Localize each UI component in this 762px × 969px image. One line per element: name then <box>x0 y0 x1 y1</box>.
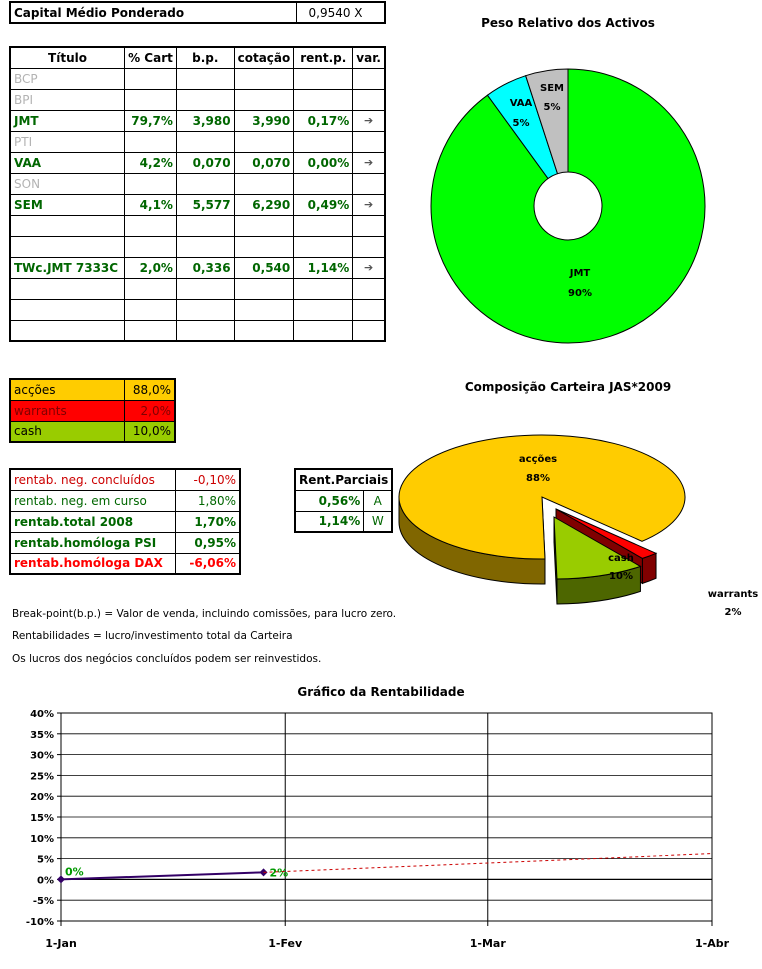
partial-value: 0,56% <box>295 490 364 511</box>
cell-bp <box>176 173 234 194</box>
cell-rent <box>294 215 353 236</box>
cell-quote: 0,070 <box>234 152 294 173</box>
cell-var-arrow <box>353 278 385 299</box>
composition-value: 88,0% <box>124 379 175 400</box>
composition-row <box>10 421 175 442</box>
portfolio-table <box>9 46 386 342</box>
cell-var-arrow <box>353 68 385 89</box>
pie2-label-cat: cash <box>608 553 634 564</box>
composition-value: 10,0% <box>124 421 175 442</box>
composition-row <box>10 379 175 400</box>
cell-rent <box>294 236 353 257</box>
table-row <box>10 152 385 173</box>
column-header: var. <box>353 47 385 68</box>
cell-quote: 0,540 <box>234 257 294 278</box>
cell-title: PTI <box>10 131 125 152</box>
pie2-label-pct: 88% <box>526 473 550 484</box>
cell-title: VAA <box>10 152 125 173</box>
cell-bp <box>176 299 234 320</box>
cell-var-arrow <box>353 131 385 152</box>
table-row <box>10 215 385 236</box>
table-row <box>10 173 385 194</box>
y-tick-label: 35% <box>30 729 54 741</box>
rentab-value: -6,06% <box>175 553 240 574</box>
cell-quote <box>234 215 294 236</box>
table-row <box>10 131 385 152</box>
composition-row <box>10 400 175 421</box>
rentab-row <box>10 511 240 532</box>
cell-var-arrow: ➔ <box>353 194 385 215</box>
cell-var-arrow <box>353 299 385 320</box>
note-breakpoint: Break-point(b.p.) = Valor de venda, incluindo comissões, para lucro zero. <box>12 608 397 620</box>
pie1-label-pct: 90% <box>568 288 592 299</box>
composition-label: acções <box>10 379 124 400</box>
partials-table <box>294 468 393 533</box>
cell-pct <box>125 131 177 152</box>
rentab-label: rentab.homóloga PSI <box>10 532 175 553</box>
pie1-label-cat: SEM <box>540 83 564 94</box>
cell-title <box>10 215 125 236</box>
cell-title <box>10 278 125 299</box>
y-tick-label: 40% <box>30 709 54 720</box>
pie1-label-pct: 5% <box>512 118 530 129</box>
cell-rent <box>294 89 353 110</box>
cell-quote: 6,290 <box>234 194 294 215</box>
cell-rent <box>294 320 353 341</box>
cell-title <box>10 299 125 320</box>
y-tick-label: -5% <box>32 896 54 908</box>
partial-code: W <box>364 511 393 532</box>
pie1-label-cat: VAA <box>509 98 533 109</box>
cell-title: BCP <box>10 68 125 89</box>
partials-title: Rent.Parciais <box>295 469 392 490</box>
cell-pct <box>125 236 177 257</box>
table-row <box>10 194 385 215</box>
pie1-title: Peso Relativo dos Activos <box>481 16 655 30</box>
table-row <box>10 278 385 299</box>
x-tick-label: 1-Abr <box>694 937 730 950</box>
cell-pct <box>125 320 177 341</box>
cell-var-arrow <box>353 236 385 257</box>
table-row <box>10 320 385 341</box>
cell-bp <box>176 215 234 236</box>
rentab-value: -0,10% <box>175 469 240 490</box>
rentab-label: rentab. neg. em curso <box>10 490 175 511</box>
cell-quote <box>234 236 294 257</box>
cell-bp <box>176 320 234 341</box>
pie2-label-pct: 10% <box>609 571 633 582</box>
y-tick-label: 15% <box>30 813 54 824</box>
cell-bp <box>176 131 234 152</box>
table-row <box>10 299 385 320</box>
pie2-label-cat: warrants <box>707 589 759 600</box>
column-header: b.p. <box>176 47 234 68</box>
cell-quote: 3,990 <box>234 110 294 131</box>
cell-var-arrow: ➔ <box>353 257 385 278</box>
composition-label: cash <box>10 421 124 442</box>
pie2-label-pct: 2% <box>724 607 742 618</box>
cell-quote <box>234 173 294 194</box>
cell-quote <box>234 320 294 341</box>
cell-title <box>10 236 125 257</box>
rentab-label: rentab.homóloga DAX <box>10 553 175 574</box>
table-row <box>10 89 385 110</box>
cell-var-arrow <box>353 320 385 341</box>
cell-rent <box>294 68 353 89</box>
column-header: % Cart <box>125 47 177 68</box>
table-row <box>10 257 385 278</box>
cell-pct: 4,1% <box>125 194 177 215</box>
rentab-row <box>10 490 240 511</box>
cell-title: SEM <box>10 194 125 215</box>
x-tick-label: 1-Jan <box>45 937 77 950</box>
cell-bp <box>176 89 234 110</box>
note-rentabilidades: Rentabilidades = lucro/investimento total da Carteira <box>12 630 293 642</box>
cell-title: JMT <box>10 110 125 131</box>
capital-label: Capital Médio Ponderado <box>10 2 296 23</box>
rentab-row <box>10 553 240 574</box>
cell-pct: 2,0% <box>125 257 177 278</box>
cell-rent: 0,17% <box>294 110 353 131</box>
table-header-row <box>10 47 385 68</box>
cell-title: TWc.JMT 7333C <box>10 257 125 278</box>
data-label: 0% <box>65 865 84 879</box>
cell-bp <box>176 236 234 257</box>
column-header: Título <box>10 47 125 68</box>
cell-quote <box>234 278 294 299</box>
data-label: 2% <box>269 866 289 880</box>
composition-table <box>9 378 176 443</box>
cell-pct <box>125 299 177 320</box>
cell-var-arrow: ➔ <box>353 152 385 173</box>
rentab-value: 1,70% <box>175 511 240 532</box>
capital-value: 0,9540 X <box>296 2 385 23</box>
cell-var-arrow <box>353 215 385 236</box>
cell-rent: 0,49% <box>294 194 353 215</box>
composition-value: 2,0% <box>124 400 175 421</box>
pie1-label-pct: 5% <box>543 102 561 113</box>
pie-chart-composition <box>390 370 762 630</box>
cell-rent <box>294 131 353 152</box>
partial-code: A <box>364 490 393 511</box>
cell-pct: 79,7% <box>125 110 177 131</box>
y-tick-label: 5% <box>37 854 54 866</box>
cell-pct <box>125 215 177 236</box>
cell-pct <box>125 68 177 89</box>
cell-bp <box>176 68 234 89</box>
pie1-label-cat: JMT <box>569 268 591 279</box>
column-header: rent.p. <box>294 47 353 68</box>
composition-label: warrants <box>10 400 124 421</box>
cell-bp: 3,980 <box>176 110 234 131</box>
x-tick-label: 1-Mar <box>469 937 506 950</box>
y-tick-label: 25% <box>30 771 54 783</box>
x-tick-label: 1-Fev <box>268 937 303 950</box>
cell-rent <box>294 278 353 299</box>
rentab-table <box>9 468 241 575</box>
note-lucros: Os lucros dos negócios concluídos podem ser reinvestidos. <box>12 653 322 665</box>
y-tick-label: 0% <box>37 875 54 887</box>
partial-value: 1,14% <box>295 511 364 532</box>
cell-quote <box>234 68 294 89</box>
cell-bp: 0,070 <box>176 152 234 173</box>
cell-title: BPI <box>10 89 125 110</box>
cell-rent: 1,14% <box>294 257 353 278</box>
cell-quote <box>234 131 294 152</box>
table-row <box>10 68 385 89</box>
rentab-row <box>10 532 240 553</box>
cell-rent <box>294 299 353 320</box>
cell-bp: 5,577 <box>176 194 234 215</box>
cell-var-arrow <box>353 173 385 194</box>
y-tick-label: 20% <box>30 792 54 804</box>
cell-quote <box>234 89 294 110</box>
y-tick-label: 30% <box>30 750 54 762</box>
rentab-value: 1,80% <box>175 490 240 511</box>
table-row <box>10 236 385 257</box>
cell-quote <box>234 299 294 320</box>
pie2-title: Composição Carteira JAS*2009 <box>464 380 672 394</box>
pie2-label-cat: acções <box>518 454 558 465</box>
line-title: Gráfico da Rentabilidade <box>297 685 465 699</box>
y-tick-label: 10% <box>30 833 54 845</box>
cell-var-arrow <box>353 89 385 110</box>
capital-box <box>9 1 386 24</box>
cell-title <box>10 320 125 341</box>
line-chart-rentabilidade <box>0 680 762 969</box>
rentab-value: 0,95% <box>175 532 240 553</box>
cell-pct <box>125 89 177 110</box>
cell-title: SON <box>10 173 125 194</box>
cell-pct <box>125 173 177 194</box>
pie-chart-assets <box>390 0 762 362</box>
rentab-label: rentab. neg. concluídos <box>10 469 175 490</box>
rentab-row <box>10 469 240 490</box>
cell-pct: 4,2% <box>125 152 177 173</box>
cell-var-arrow: ➔ <box>353 110 385 131</box>
y-tick-label: -10% <box>25 917 54 928</box>
cell-rent <box>294 173 353 194</box>
cell-rent: 0,00% <box>294 152 353 173</box>
cell-bp: 0,336 <box>176 257 234 278</box>
table-row <box>10 110 385 131</box>
rentab-label: rentab.total 2008 <box>10 511 175 532</box>
cell-pct <box>125 278 177 299</box>
column-header: cotação <box>234 47 294 68</box>
cell-bp <box>176 278 234 299</box>
